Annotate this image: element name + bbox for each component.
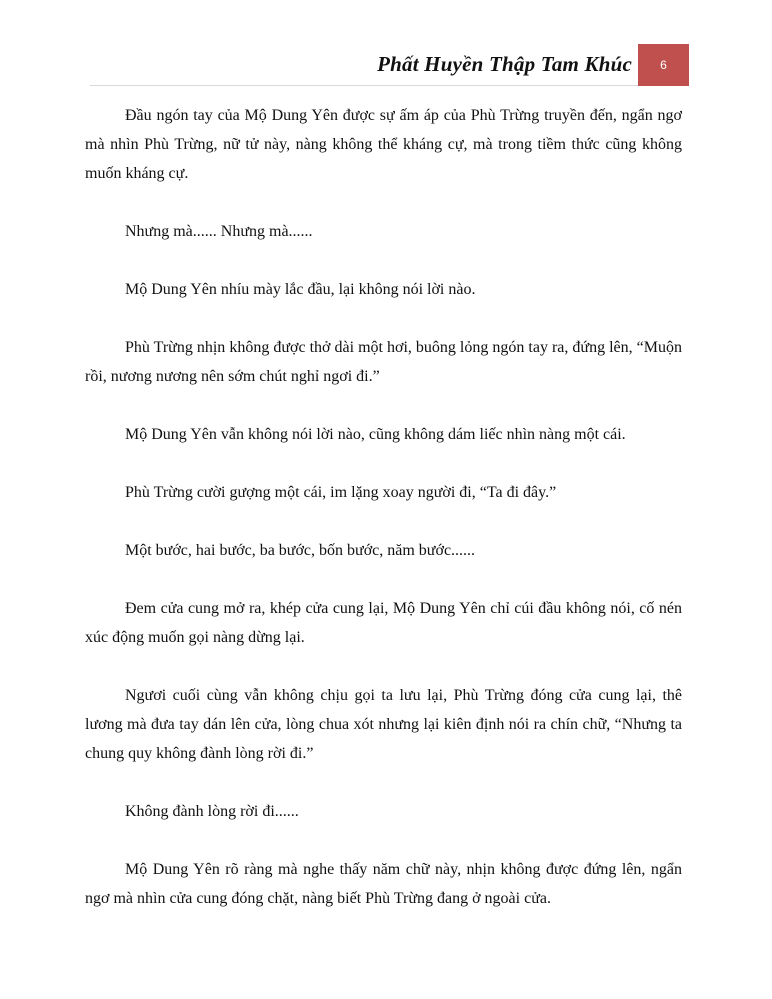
page-number: 6 <box>660 58 667 72</box>
body-text <box>85 101 682 942</box>
page-header <box>0 44 772 86</box>
paragraph: Mộ Dung Yên vẫn không nói lời nào, cũng không dám liếc nhìn nàng một cái. <box>125 426 626 443</box>
header-divider <box>90 85 638 86</box>
paragraph: Một bước, hai bước, ba bước, bốn bước, năm bước...... <box>125 542 476 559</box>
paragraph: Không đành lòng rời đi...... <box>125 803 299 820</box>
paragraph: Đem cửa cung mở ra, khép cửa cung lại, Mộ Dung Yên chỉ cúi đầu không nói, cố nén xúc động muốn gọi nàng dừng lại. <box>85 600 682 646</box>
paragraph: Phù Trừng nhịn không được thở dài một hơi, buông lỏng ngón tay ra, đứng lên, “Muộn rồi, nương nương nên sớm chút nghỉ ngơi đi.” <box>85 339 682 385</box>
paragraph: Đầu ngón tay của Mộ Dung Yên được sự ấm áp của Phù Trừng truyền đến, ngẩn ngơ mà nhìn Phù Trừng, nữ tử này, nàng không thể kháng cự, mà trong tiềm thức cũng không muốn kháng cự. <box>85 107 682 182</box>
paragraph: Mộ Dung Yên nhíu mày lắc đầu, lại không nói lời nào. <box>125 281 476 298</box>
page-number-badge <box>638 44 689 86</box>
paragraph: Ngươi cuối cùng vẫn không chịu gọi ta lưu lại, Phù Trừng đóng cửa cung lại, thê lương mà đưa tay dán lên cửa, lòng chua xót nhưng lại kiên định nói ra chín chữ, “Nhưng ta chung quy không đành lòng rời đi.” <box>85 687 682 762</box>
paragraph: Mộ Dung Yên rõ ràng mà nghe thấy năm chữ này, nhịn không được đứng lên, ngẩn ngơ mà nhìn cửa cung đóng chặt, nàng biết Phù Trừng đang ở ngoài cửa. <box>85 861 682 907</box>
paragraph: Nhưng mà...... Nhưng mà...... <box>125 223 313 240</box>
book-title: Phất Huyền Thập Tam Khúc <box>377 52 632 76</box>
paragraph: Phù Trừng cười gượng một cái, im lặng xoay người đi, “Ta đi đây.” <box>125 484 557 501</box>
